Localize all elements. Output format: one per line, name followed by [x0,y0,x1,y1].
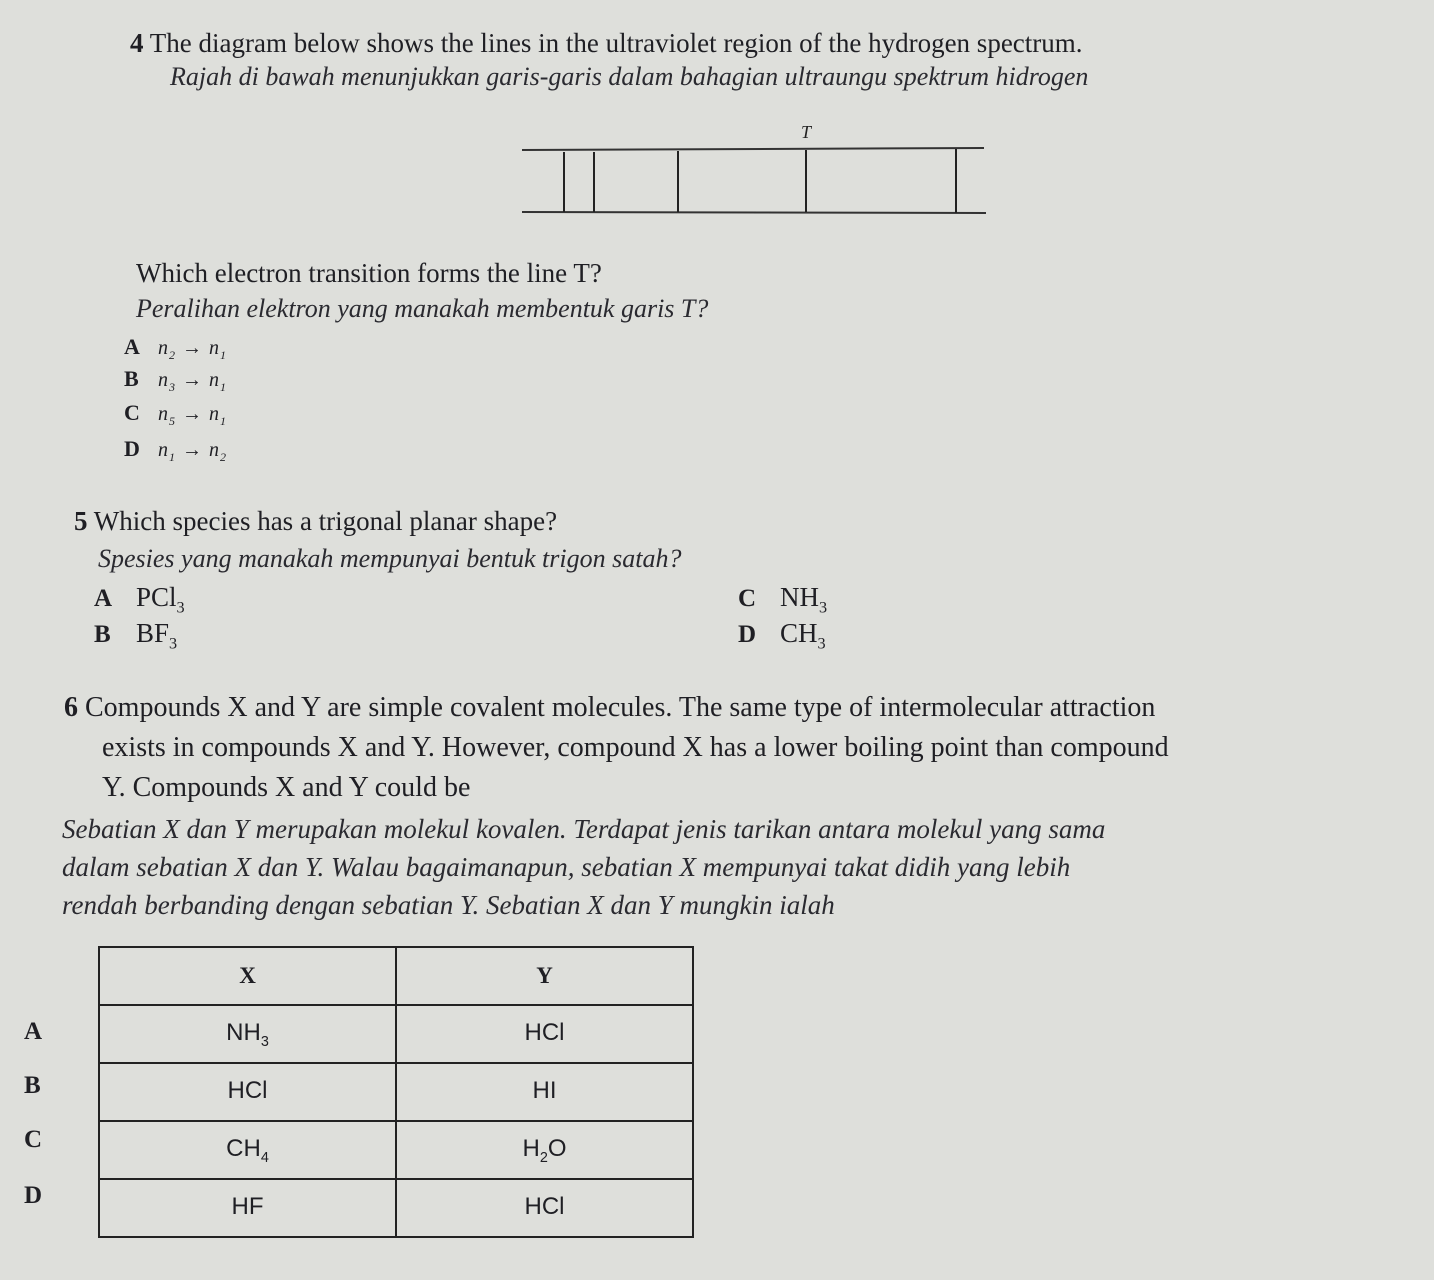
table-cell-y: HCl [396,1179,693,1237]
q6-line-1 [64,692,1155,724]
q4-question-ms: Peralihan elektron yang manakah membentuk garis T? [136,294,709,323]
q4-option-b[interactable]: B $n_3 \to n_1$ [124,366,227,394]
table-header-x: X [99,947,396,1005]
q4-text-ms: Rajah di bawah menunjukkan garis-garis dalam bahagian ultraungu spektrum hidrogen [170,62,1089,91]
q4-option-c[interactable]: C $n_5 \to n_1$ [124,400,227,428]
table-row[interactable] [99,1063,693,1121]
q5-option-d[interactable]: D $CH_3$ [738,618,826,653]
q6-text-en-1: Compounds X and Y are simple covalent molecules. The same type of intermolecular attraction [85,692,1156,723]
uv-spectrum-diagram [520,120,990,220]
option-letter: A [124,334,140,359]
option-letter: C [124,400,140,425]
q4-question-en: Which electron transition forms the line T? [136,258,602,288]
option-letter: A [94,585,113,612]
q4-option-a[interactable]: A $n_2 \to n_1$ [124,334,227,362]
table-cell-x: HCl [99,1063,396,1121]
q4-text-en: The diagram below shows the lines in the ultraviolet region of the hydrogen spectrum. [149,28,1083,58]
q5-line-1 [74,506,557,537]
q4-number: 4 [130,28,144,58]
table-cell-y: HCl [396,1005,693,1063]
q6-row-label-b[interactable]: B [24,1072,41,1099]
spectrum-label-t: T [800,122,812,142]
table-row[interactable] [99,1005,693,1063]
q6-row-label-a[interactable]: A [24,1018,43,1045]
q5-option-a[interactable]: A PCl$_3$ [94,582,185,617]
q6-row-label-c[interactable]: C [24,1126,43,1153]
q5-option-c[interactable]: C $NH_3$ [738,582,828,617]
q5-option-b[interactable]: B $BF_3$ [94,618,178,653]
table-row[interactable] [99,1121,693,1179]
q6-text-ms-3: rendah berbanding dengan sebatian Y. Sebatian X dan Y mungkin ialah [62,890,835,920]
option-letter: C [738,585,757,612]
option-letter: B [124,366,139,391]
q5-text-ms: Spesies yang manakah mempunyai bentuk trigon satah? [98,544,682,573]
q6-text-en-3: Y. Compounds X and Y could be [102,772,471,803]
table-row[interactable] [99,1179,693,1237]
q4-option-d[interactable]: D $n_1 \to n_2$ [124,436,227,464]
q4-line-1 [130,28,1083,59]
table-header-row [99,947,693,1005]
table-cell-x: HF [99,1179,396,1237]
option-letter: D [738,621,757,648]
spectrum-top-border [522,148,984,150]
table-cell-x: $NH_3$ [99,1005,396,1063]
spectrum-bottom-border [522,212,986,213]
table-cell-y: $H_2O$ [396,1121,693,1179]
q6-text-en-2: exists in compounds X and Y. However, compound X has a lower boiling point than compound [102,732,1169,763]
option-letter: B [94,621,111,648]
q6-answer-table [98,946,694,1238]
q6-text-ms-1: Sebatian X dan Y merupakan molekul kovalen. Terdapat jenis tarikan antara molekul yang sama [62,814,1106,844]
q5-text-en: Which species has a trigonal planar shape? [93,506,558,536]
q5-number: 5 [74,506,88,536]
option-letter: D [124,436,140,461]
q6-number: 6 [64,692,78,723]
table-cell-x: $CH_4$ [99,1121,396,1179]
q6-text-ms-2: dalam sebatian X dan Y. Walau bagaimanapun, sebatian X mempunyai takat didih yang lebih [62,852,1071,882]
q6-row-label-d[interactable]: D [24,1182,43,1209]
table-cell-y: HI [396,1063,693,1121]
table-header-y: Y [396,947,693,1005]
